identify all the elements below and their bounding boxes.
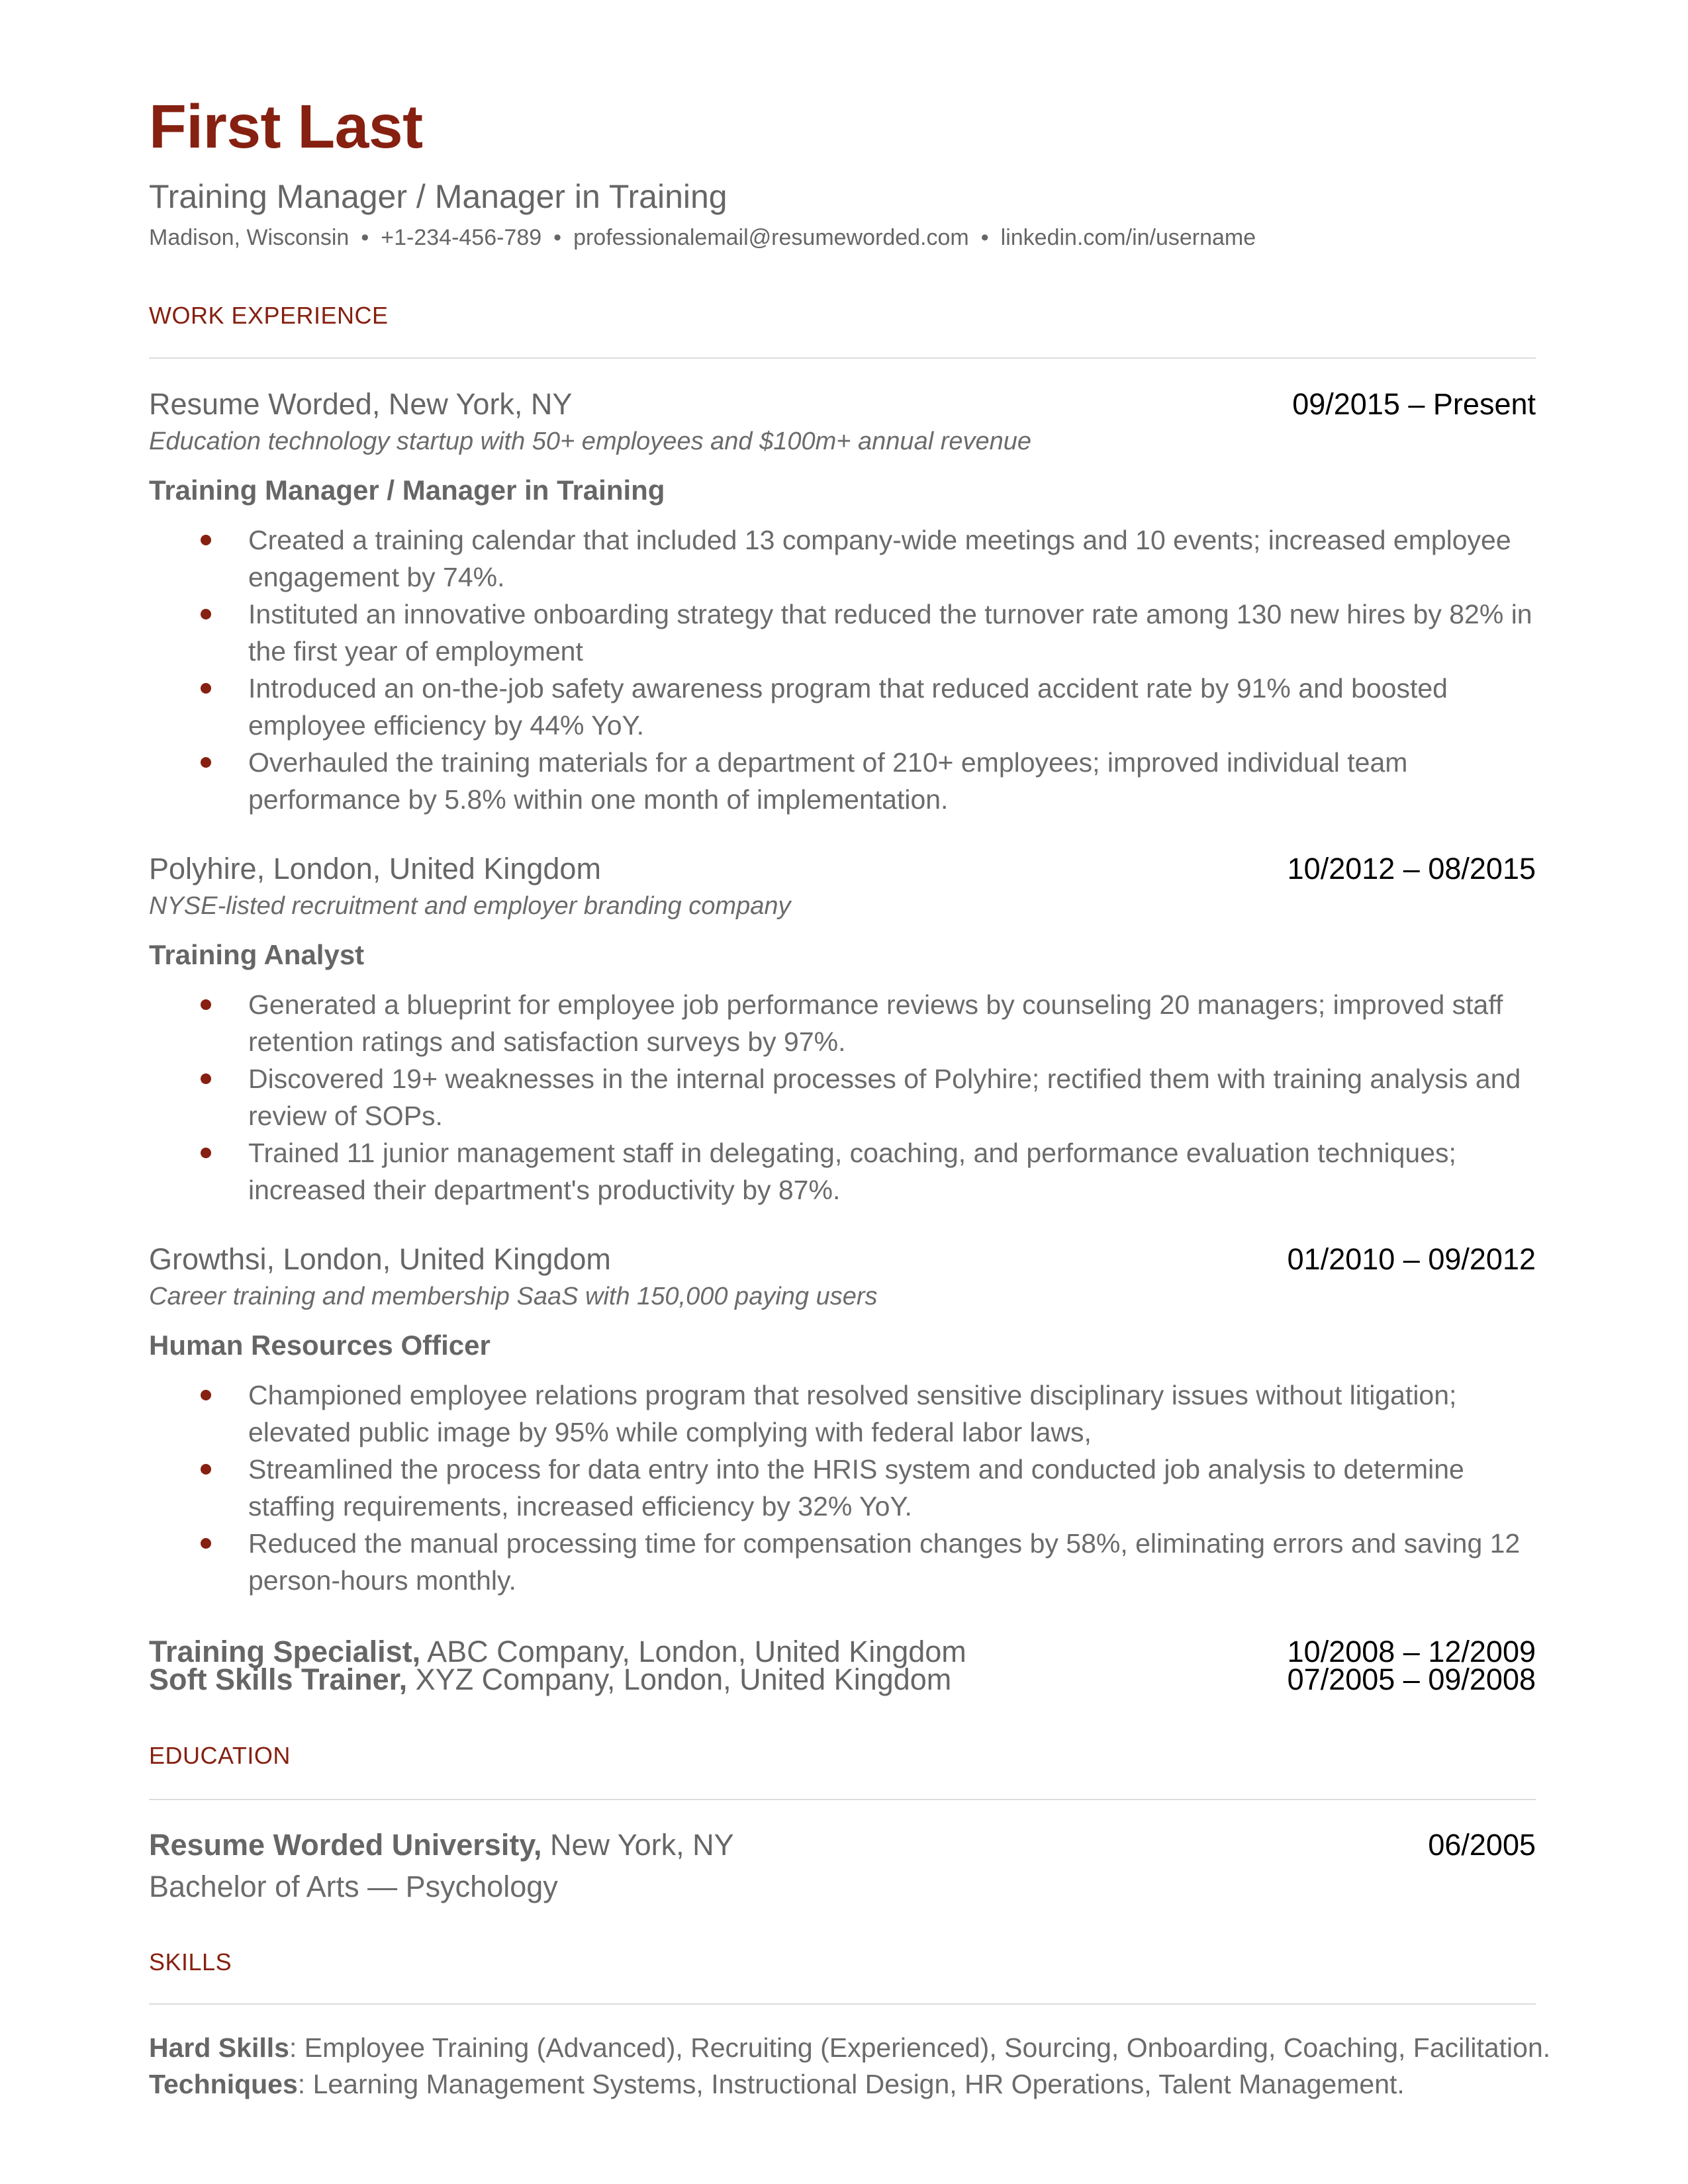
earlier-role-company: XYZ Company, London, United Kingdom	[407, 1662, 952, 1696]
skills-label: Hard Skills	[149, 2032, 289, 2063]
education-degree: Bachelor of Arts — Psychology	[149, 1869, 558, 1903]
education-location: New York, NY	[541, 1827, 734, 1862]
section-title-education: EDUCATION	[149, 1742, 291, 1770]
job-bullet-text: Trained 11 junior management staff in delegating, coaching, and performance evaluation techniques;	[248, 1137, 1456, 1168]
education-school-row	[149, 1827, 734, 1862]
bullet-dot-icon	[201, 683, 211, 694]
skills-row-hard-skills	[149, 2034, 1550, 2062]
separator-dot-icon: •	[553, 224, 562, 250]
job-company: Growthsi, London, United Kingdom	[149, 1242, 611, 1276]
earlier-role-dates: 10/2008 – 12/2009	[1287, 1634, 1536, 1668]
job-bullet-text: performance by 5.8% within one month of implementation.	[248, 784, 949, 815]
job-description: Career training and membership SaaS with 150,000 paying users	[149, 1283, 878, 1311]
contact-email[interactable]: professionalemail@resumeworded.com	[573, 224, 969, 250]
job-bullet-text: Discovered 19+ weaknesses in the internal processes of Polyhire; rectified them with training analysis and	[248, 1063, 1521, 1094]
job-description: NYSE-listed recruitment and employer branding company	[149, 892, 791, 921]
job-bullet-text: Generated a blueprint for employee job performance reviews by counseling 20 managers; improved staff	[248, 989, 1503, 1020]
skills-value: : Learning Management Systems, Instructional Design, HR Operations, Talent Management.	[297, 2068, 1405, 2099]
skills-row-techniques	[149, 2068, 1405, 2099]
job-company: Polyhire, London, United Kingdom	[149, 851, 601, 886]
section-divider	[149, 1799, 1536, 1800]
job-dates: 10/2012 – 08/2015	[1287, 851, 1536, 886]
bullet-dot-icon	[201, 999, 211, 1010]
bullet-dot-icon	[201, 757, 211, 768]
job-bullet-text: Created a training calendar that included 13 company-wide meetings and 10 events; increased employee	[248, 524, 1511, 555]
separator-dot-icon: •	[980, 224, 989, 250]
section-divider	[149, 357, 1536, 359]
job-dates: 01/2010 – 09/2012	[1287, 1242, 1536, 1276]
job-bullet-text: review of SOPs.	[248, 1100, 443, 1131]
bullet-dot-icon	[201, 1073, 211, 1084]
job-bullet-text: Introduced an on-the-job safety awareness program that reduced accident rate by 91% and boosted	[248, 672, 1448, 704]
earlier-role-title: Training Specialist,	[149, 1634, 421, 1668]
job-dates: 09/2015 – Present	[1292, 387, 1536, 421]
candidate-name: First Last	[149, 91, 423, 161]
job-bullet-text: employee efficiency by 44% YoY.	[248, 709, 644, 741]
job-bullet-text: the first year of employment	[248, 635, 583, 666]
earlier-role-title: Soft Skills Trainer,	[149, 1662, 408, 1696]
job-bullet-text: Overhauled the training materials for a department of 210+ employees; improved individual team	[248, 747, 1408, 778]
job-company: Resume Worded, New York, NY	[149, 387, 573, 421]
contact-line	[149, 226, 1256, 249]
job-bullet-text: Reduced the manual processing time for compensation changes by 58%, eliminating errors and saving 12	[248, 1527, 1521, 1559]
bullet-dot-icon	[201, 609, 211, 619]
contact-phone: +1-234-456-789	[381, 224, 542, 250]
earlier-role-dates: 07/2005 – 09/2008	[1287, 1662, 1536, 1696]
job-role: Training Analyst	[149, 939, 365, 971]
separator-dot-icon: •	[361, 224, 369, 250]
job-bullet-text: person-hours monthly.	[248, 1565, 516, 1596]
job-bullet-text: increased their department's productivity by 87%.	[248, 1174, 841, 1205]
bullet-dot-icon	[201, 1464, 211, 1475]
job-description: Education technology startup with 50+ employees and $100m+ annual revenue	[149, 428, 1032, 456]
job-bullet-text: Instituted an innovative onboarding strategy that reduced the turnover rate among 130 new hires by 82% in	[248, 598, 1532, 629]
job-bullet-text: retention ratings and satisfaction surveys by 97%.	[248, 1026, 846, 1057]
education-school: Resume Worded University,	[149, 1827, 542, 1862]
bullet-dot-icon	[201, 1538, 211, 1549]
job-bullet-text: staffing requirements, increased efficiency by 32% YoY.	[248, 1490, 912, 1522]
earlier-role-company: ABC Company, London, United Kingdom	[420, 1634, 966, 1668]
job-role: Human Resources Officer	[149, 1330, 491, 1361]
education-date: 06/2005	[1428, 1827, 1536, 1862]
section-title-skills: SKILLS	[149, 1948, 232, 1976]
job-bullet-text: Streamlined the process for data entry into the HRIS system and conducted job analysis to determine	[248, 1453, 1464, 1484]
skills-value: : Employee Training (Advanced), Recruiting (Experienced), Sourcing, Onboarding, Coaching, Facilitation.	[289, 2032, 1551, 2063]
bullet-dot-icon	[201, 535, 211, 545]
bullet-dot-icon	[201, 1390, 211, 1400]
contact-linkedin[interactable]: linkedin.com/in/username	[1000, 224, 1256, 250]
section-divider	[149, 2003, 1536, 2005]
bullet-dot-icon	[201, 1148, 211, 1158]
contact-location: Madison, Wisconsin	[149, 224, 350, 250]
job-role: Training Manager / Manager in Training	[149, 475, 665, 506]
job-bullet-text: Championed employee relations program that resolved sensitive disciplinary issues without litigation;	[248, 1379, 1457, 1410]
section-title-work-experience: WORK EXPERIENCE	[149, 302, 389, 330]
candidate-title: Training Manager / Manager in Training	[149, 177, 727, 215]
job-bullet-text: engagement by 74%.	[248, 561, 505, 592]
job-bullet-text: elevated public image by 95% while complying with federal labor laws,	[248, 1416, 1092, 1447]
earlier-role-row	[149, 1664, 951, 1694]
skills-label: Techniques	[149, 2068, 298, 2099]
